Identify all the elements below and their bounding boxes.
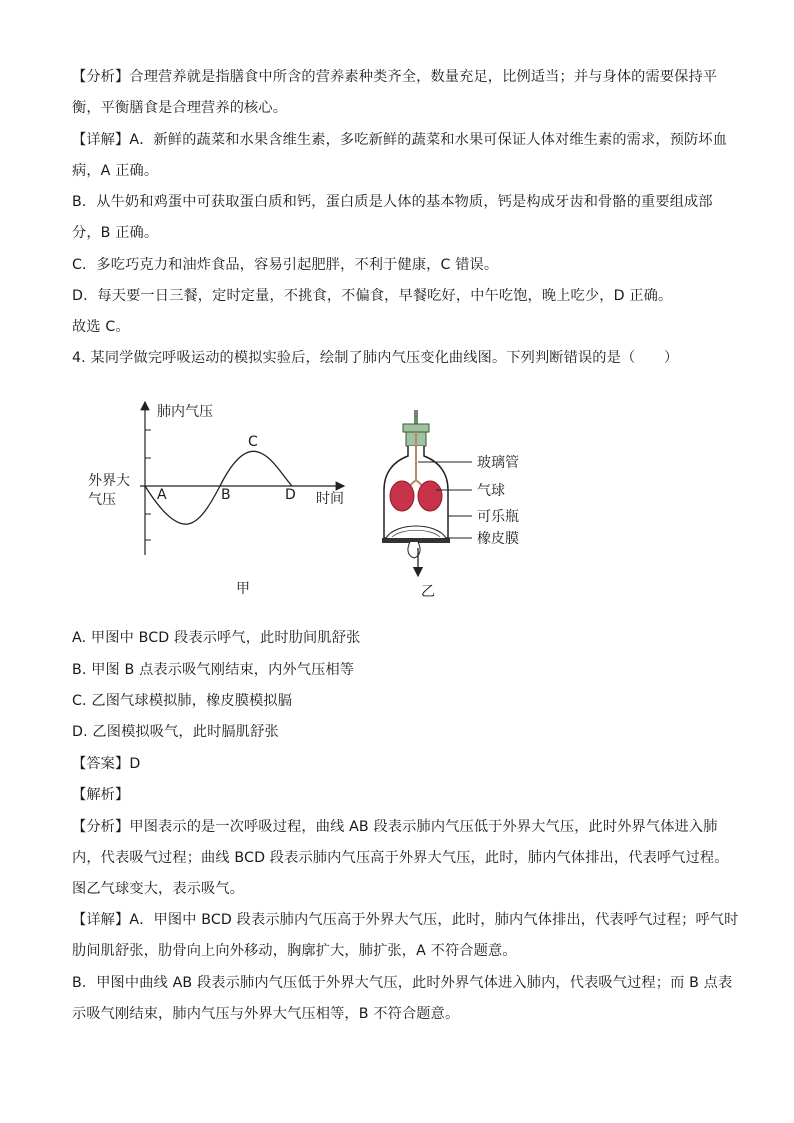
label-balloon: 气球 [477,483,505,499]
stopper [403,424,429,432]
analysis-line: 【详解】A．甲图中 BCD 段表示肺内气压高于外界大气压，此时，肺内气体排出，代表呼气过程；呼气时 [72,912,739,928]
analysis-line: B．甲图中曲线 AB 段表示肺内气压低于外界大气压，此时外界气体进入肺内，代表吸气过程；而 B 点表 [72,975,733,991]
analysis-line: 示吸气刚结束，肺内气压与外界大气压相等，B 不符合题意。 [72,1006,460,1022]
option-b: B. 甲图 B 点表示吸气刚结束，内外气压相等 [72,662,355,678]
analysis-line: 肋间肌舒张，肋骨向上向外移动，胸廓扩大，肺扩张，A 不符合题意。 [72,943,517,959]
caption-jia: 甲 [236,581,250,597]
question-stem: 4. 某同学做完呼吸运动的模拟实验后，绘制了肺内气压变化曲线图。下列判断错误的是（ ） [72,350,679,366]
analysis-title: 【解析】 [72,787,130,803]
reference-label: 外界大 [88,473,130,489]
paragraph-line: D．每天要一日三餐，定时定量，不挑食，不偏食，早餐吃好，中午吃饱，晚上吃少，D 正确。 [72,288,673,304]
point-label-d: D [285,487,296,503]
chart-jia [88,402,344,555]
paragraph-line: 故选 C。 [72,319,130,335]
label-membrane: 橡皮膜 [477,531,519,547]
point-label-c: C [248,434,258,450]
x-axis-label: 时间 [316,491,344,507]
analysis-line: 内，代表吸气过程；曲线 BCD 段表示肺内气压高于外界大气压，此时，肺内气体排出，代表呼气过程。 [72,850,729,866]
analysis-line: 【分析】甲图表示的是一次呼吸过程，曲线 AB 段表示肺内气压低于外界大气压，此时外界气体进入肺 [72,819,718,835]
analysis-line: 图乙气球变大，表示吸气。 [72,881,245,897]
option-a: A. 甲图中 BCD 段表示呼气，此时肋间肌舒张 [72,630,361,646]
label-glass-tube: 玻璃管 [477,455,519,471]
figure [0,390,794,610]
paragraph-line: 衡，平衡膳食是合理营养的核心。 [72,100,288,116]
paragraph-line: C．多吃巧克力和油炸食品，容易引起肥胖，不利于健康，C 错误。 [72,257,499,273]
option-c: C. 乙图气球模拟肺，橡皮膜模拟膈 [72,693,293,709]
paragraph-line: 【分析】合理营养就是指膳食中所含的营养素种类齐全，数量充足，比例适当；并与身体的需要保持平 [72,69,718,85]
paragraph-line: 病，A 正确。 [72,163,159,179]
paragraph-line: B．从牛奶和鸡蛋中可获取蛋白质和钙，蛋白质是人体的基本物质，钙是构成牙齿和骨骼的重要组成部 [72,194,713,210]
paragraph-line: 【详解】A．新鲜的蔬菜和水果含维生素，多吃新鲜的蔬菜和水果可保证人体对维生素的需求，预防坏血 [72,132,728,148]
reference-label: 气压 [88,492,116,508]
figure-svg [0,390,794,610]
option-d: D. 乙图模拟吸气，此时膈肌舒张 [72,724,279,740]
label-bottle: 可乐瓶 [477,509,519,525]
y-axis-label: 肺内气压 [157,404,213,420]
answer-line: 【答案】D [72,756,141,772]
model-yi [382,410,519,576]
balloon-left [390,481,414,511]
point-label-a: A [157,487,167,503]
point-label-b: B [221,487,231,503]
pressure-curve [145,451,292,524]
paragraph-line: 分，B 正确。 [72,225,159,241]
caption-yi: 乙 [421,584,435,600]
balloon-right [418,481,442,511]
tube-top [414,410,418,424]
